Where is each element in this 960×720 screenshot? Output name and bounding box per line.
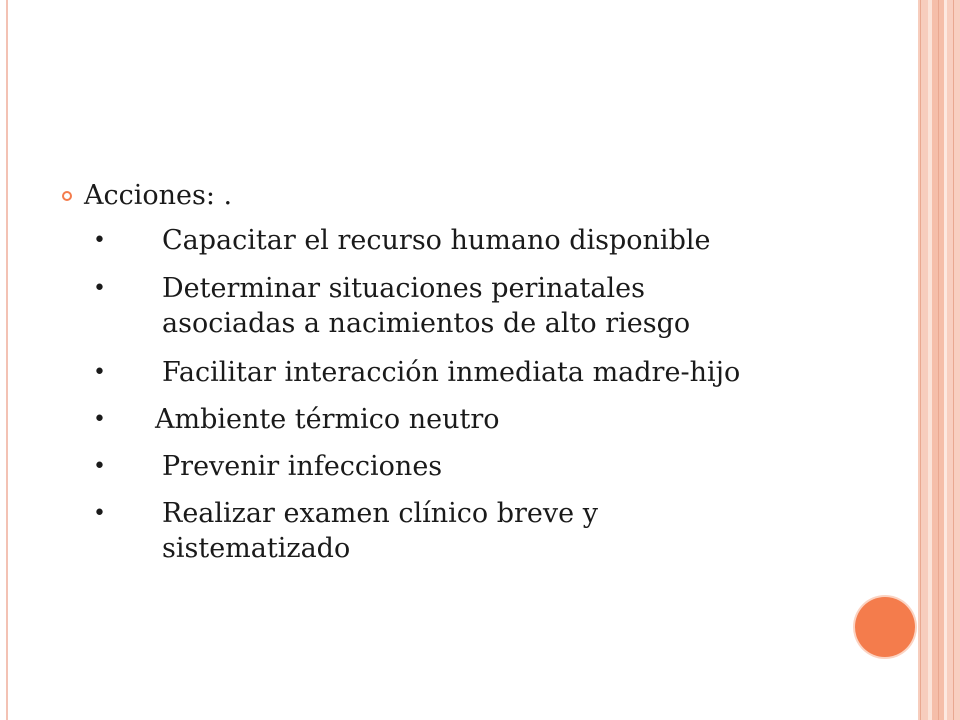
list-item-text: Prevenir infecciones [162, 451, 443, 482]
bullet-dot-icon: • [93, 276, 106, 301]
right-stripe-line [938, 0, 939, 720]
list-item-line: asociadas a nacimientos de alto riesgo [162, 308, 691, 339]
list-item-line: Determinar situaciones perinatales [162, 273, 645, 304]
heading-text: Acciones: . [84, 180, 233, 211]
list-item-text: Ambiente térmico neutro [155, 404, 500, 435]
right-stripe-line [953, 0, 954, 720]
list-item-text [162, 496, 598, 566]
ring-bullet-icon [62, 191, 72, 201]
bullet-dot-icon: • [93, 360, 106, 385]
list-item-line: sistematizado [162, 533, 351, 564]
right-stripe-line [920, 0, 921, 720]
list-item-text [162, 271, 690, 341]
bullet-dot-icon: • [93, 501, 106, 526]
list-item-text: Facilitar interacción inmediata madre-hijo [162, 357, 741, 388]
bullet-dot-icon: • [93, 407, 106, 432]
list-item-text: Capacitar el recurso humano disponible [162, 225, 711, 256]
list-item-line: Realizar examen clínico breve y [162, 498, 598, 529]
bullet-dot-icon: • [93, 228, 106, 253]
decorative-circle [855, 597, 915, 657]
left-border-line [6, 0, 8, 720]
bullet-dot-icon: • [93, 454, 106, 479]
heading-row [62, 176, 232, 216]
